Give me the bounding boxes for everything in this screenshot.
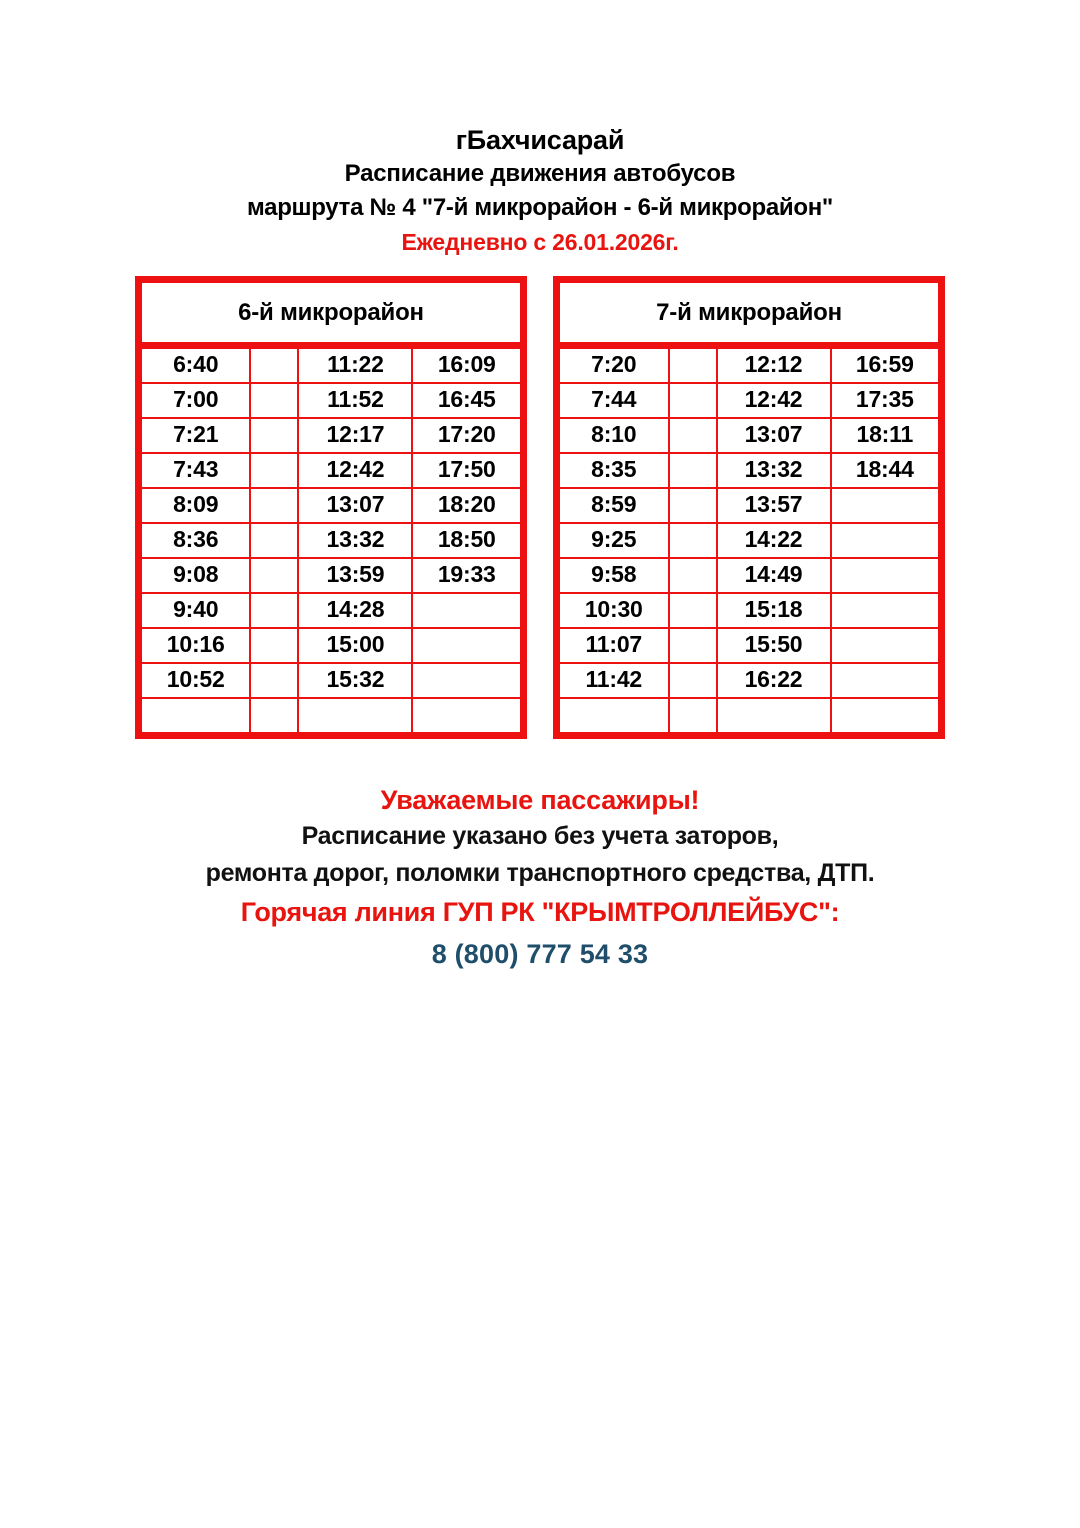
departure-time-cell xyxy=(831,593,942,628)
departure-time-cell: 14:49 xyxy=(717,558,831,593)
departure-time-cell: 8:59 xyxy=(557,488,669,523)
departure-time-cell: 8:36 xyxy=(138,523,250,558)
departure-time-cell xyxy=(250,558,298,593)
departure-time-cell: 8:35 xyxy=(557,453,669,488)
departure-time-cell: 11:52 xyxy=(298,383,412,418)
departure-time-cell xyxy=(669,453,717,488)
departure-time-cell xyxy=(298,698,412,736)
departure-time-cell: 9:40 xyxy=(138,593,250,628)
city-name: гБахчисарай xyxy=(455,125,625,155)
departure-time-cell xyxy=(250,383,298,418)
passenger-notice xyxy=(0,783,1080,973)
table-row xyxy=(138,698,523,736)
departure-time-cell xyxy=(669,488,717,523)
table-row xyxy=(138,523,523,558)
hotline-number[interactable]: 8 (800) 777 54 33 xyxy=(431,938,649,969)
departure-time-cell: 17:35 xyxy=(831,383,942,418)
table-title-7: 7-й микрорайон xyxy=(557,280,942,346)
departure-time-cell: 7:20 xyxy=(557,346,669,384)
departure-time-cell xyxy=(669,523,717,558)
table-row xyxy=(138,663,523,698)
departure-time-cell xyxy=(831,488,942,523)
departure-time-cell xyxy=(669,628,717,663)
departure-time-cell xyxy=(250,453,298,488)
table-row xyxy=(138,453,523,488)
departure-time-cell: 12:42 xyxy=(717,383,831,418)
table-row xyxy=(557,593,942,628)
departure-time-cell xyxy=(669,558,717,593)
departure-time-cell: 15:18 xyxy=(717,593,831,628)
departure-time-cell xyxy=(412,628,523,663)
departure-time-cell xyxy=(669,383,717,418)
departure-time-cell: 18:44 xyxy=(831,453,942,488)
departure-time-cell: 15:32 xyxy=(298,663,412,698)
table-row xyxy=(557,383,942,418)
table-row xyxy=(138,558,523,593)
departure-time-cell: 13:32 xyxy=(717,453,831,488)
departure-time-cell: 7:00 xyxy=(138,383,250,418)
table-row xyxy=(557,453,942,488)
table-row xyxy=(557,346,942,384)
schedule-table-6 xyxy=(135,276,527,739)
effective-date: Ежедневно с 26.01.2026г. xyxy=(401,229,679,256)
departure-time-cell: 15:50 xyxy=(717,628,831,663)
route-name: маршрута № 4 "7-й микрорайон - 6-й микрорайон" xyxy=(247,194,833,222)
departure-time-cell: 14:28 xyxy=(298,593,412,628)
departure-time-cell: 8:09 xyxy=(138,488,250,523)
departure-time-cell: 17:50 xyxy=(412,453,523,488)
departure-time-cell xyxy=(717,698,831,736)
notice-line-2: ремонта дорог, поломки транспортного средства, ДТП. xyxy=(205,858,875,887)
departure-time-cell xyxy=(250,698,298,736)
departure-time-cell xyxy=(250,418,298,453)
departure-time-cell: 8:10 xyxy=(557,418,669,453)
departure-time-cell xyxy=(669,346,717,384)
departure-time-cell: 16:09 xyxy=(412,346,523,384)
departure-time-cell xyxy=(669,593,717,628)
departure-time-cell: 7:44 xyxy=(557,383,669,418)
departure-time-cell: 13:57 xyxy=(717,488,831,523)
departure-time-cell: 12:17 xyxy=(298,418,412,453)
table-row xyxy=(138,346,523,384)
departure-time-cell: 11:42 xyxy=(557,663,669,698)
departure-time-cell xyxy=(669,663,717,698)
departure-time-cell xyxy=(250,523,298,558)
departure-time-cell xyxy=(557,698,669,736)
document-subtitle: Расписание движения автобусов xyxy=(344,159,736,187)
departure-time-cell xyxy=(831,523,942,558)
departure-time-cell: 13:32 xyxy=(298,523,412,558)
departure-time-cell: 6:40 xyxy=(138,346,250,384)
departure-time-cell: 9:58 xyxy=(557,558,669,593)
departure-time-cell xyxy=(412,698,523,736)
departure-time-cell: 10:16 xyxy=(138,628,250,663)
table-row xyxy=(138,593,523,628)
table-header-row xyxy=(557,280,942,346)
notice-title: Уважаемые пассажиры! xyxy=(380,785,700,816)
departure-time-cell xyxy=(138,698,250,736)
departure-time-cell xyxy=(669,418,717,453)
departure-time-cell: 11:22 xyxy=(298,346,412,384)
departure-time-cell: 16:22 xyxy=(717,663,831,698)
schedule-table-7 xyxy=(553,276,945,739)
departure-time-cell: 12:42 xyxy=(298,453,412,488)
departure-time-cell: 14:22 xyxy=(717,523,831,558)
departure-time-cell: 7:21 xyxy=(138,418,250,453)
table-row xyxy=(138,383,523,418)
departure-time-cell: 9:08 xyxy=(138,558,250,593)
departure-time-cell: 16:59 xyxy=(831,346,942,384)
departure-time-cell: 16:45 xyxy=(412,383,523,418)
departure-time-cell: 9:25 xyxy=(557,523,669,558)
departure-time-cell xyxy=(831,663,942,698)
table-row xyxy=(557,523,942,558)
table-row xyxy=(557,558,942,593)
departure-time-cell xyxy=(831,558,942,593)
table-header-row xyxy=(138,280,523,346)
departure-time-cell xyxy=(250,628,298,663)
departure-time-cell xyxy=(250,663,298,698)
table-row xyxy=(138,418,523,453)
table-row xyxy=(557,663,942,698)
departure-time-cell: 19:33 xyxy=(412,558,523,593)
table-row xyxy=(557,698,942,736)
departure-time-cell xyxy=(669,698,717,736)
departure-time-cell xyxy=(412,663,523,698)
table-row xyxy=(138,488,523,523)
departure-time-cell: 11:07 xyxy=(557,628,669,663)
schedule-tables-container xyxy=(0,276,1080,739)
table-row xyxy=(138,628,523,663)
departure-time-cell: 18:11 xyxy=(831,418,942,453)
departure-time-cell: 15:00 xyxy=(298,628,412,663)
departure-time-cell: 18:20 xyxy=(412,488,523,523)
departure-time-cell: 10:30 xyxy=(557,593,669,628)
table-row xyxy=(557,488,942,523)
departure-time-cell xyxy=(250,593,298,628)
table-row xyxy=(557,418,942,453)
departure-time-cell: 13:07 xyxy=(717,418,831,453)
departure-time-cell: 17:20 xyxy=(412,418,523,453)
departure-time-cell: 13:59 xyxy=(298,558,412,593)
departure-time-cell: 18:50 xyxy=(412,523,523,558)
departure-time-cell xyxy=(831,698,942,736)
hotline-label: Горячая линия ГУП РК "КРЫМТРОЛЛЕЙБУС": xyxy=(240,897,840,928)
departure-time-cell: 10:52 xyxy=(138,663,250,698)
departure-time-cell xyxy=(412,593,523,628)
schedule-body-6 xyxy=(138,346,523,736)
departure-time-cell: 12:12 xyxy=(717,346,831,384)
title-block xyxy=(0,0,1080,259)
notice-line-1: Расписание указано без учета заторов, xyxy=(301,821,779,850)
table-row xyxy=(557,628,942,663)
departure-time-cell xyxy=(250,346,298,384)
table-title-6: 6-й микрорайон xyxy=(138,280,523,346)
departure-time-cell: 13:07 xyxy=(298,488,412,523)
departure-time-cell xyxy=(831,628,942,663)
schedule-body-7 xyxy=(557,346,942,736)
departure-time-cell xyxy=(250,488,298,523)
departure-time-cell: 7:43 xyxy=(138,453,250,488)
